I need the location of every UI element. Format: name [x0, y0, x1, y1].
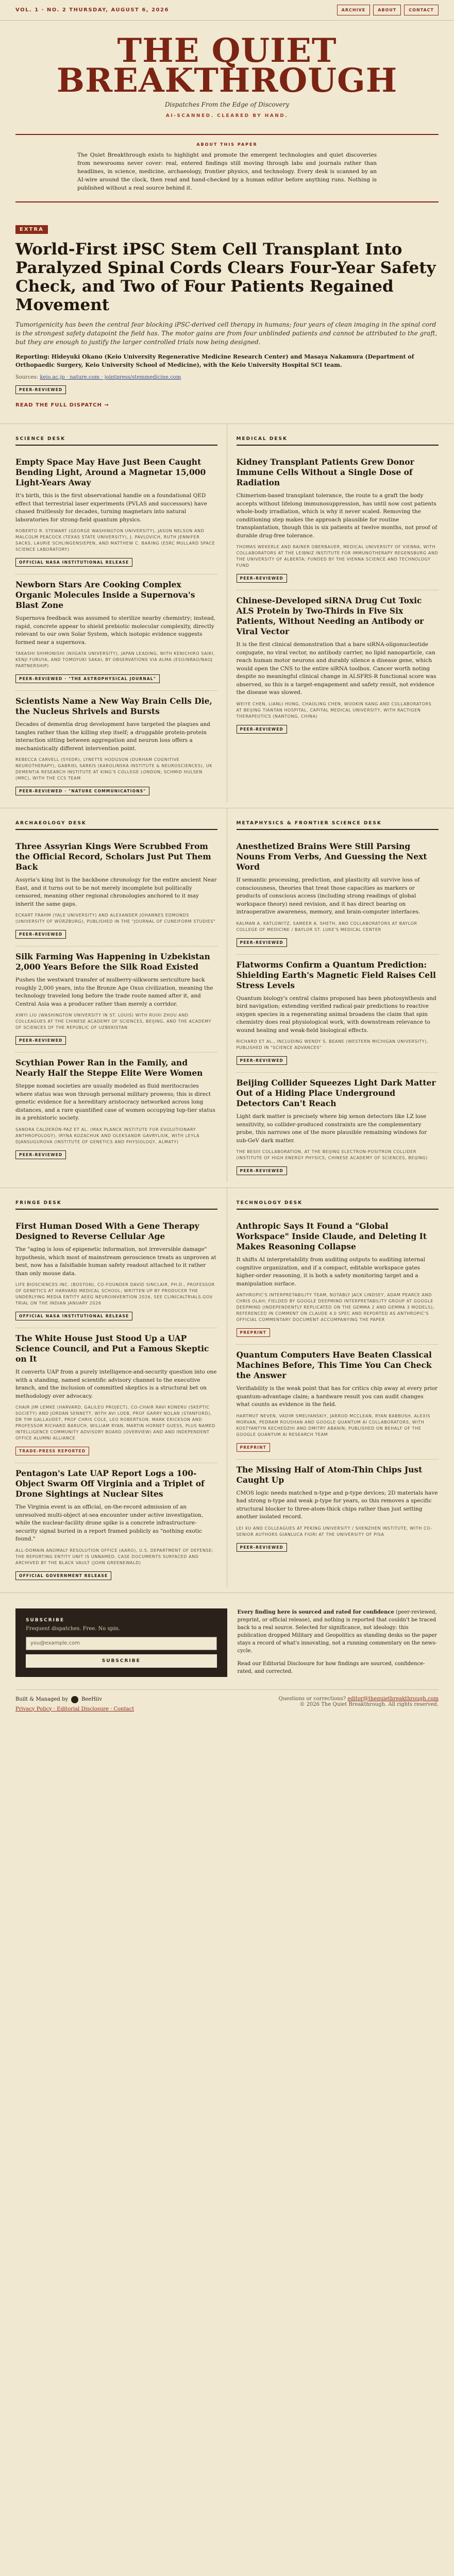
article [15, 1216, 217, 1328]
article-body: Steppe nomad societies are usually modeled as fluid meritocracies where status was won through personal military prowess; this is direct genetic evidence for a hereditary aristocracy networked across long distances, and a rare quantified case of women occupying top-tier status in a prehistoric society. [15, 1083, 215, 1121]
status-badge: PREPRINT [237, 1328, 270, 1337]
subscribe-text: Frequent dispatches. Free. No spin. [26, 1625, 120, 1632]
article-title[interactable]: Flatworms Confirm a Quantum Prediction: Shielding Earth's Magnetic Field Raises Cell Stress Levels [236, 959, 436, 990]
article-title[interactable]: Anesthetized Brains Were Still Parsing Nouns From Verbs, And Guessing the Next Word [236, 841, 427, 872]
footer-links [15, 1706, 134, 1712]
article-authors: HARTMUT NEVEN, VADIM SMELYANSKIY, JARROD MCCLEAN, RYAN BABBUSH, ALEXIS MORVAN, PEDRAM ROUSHAN AND GOOGLE QUANTUM AI COLLABORATORS, WITH KOSTYANTYN KECHEDZHI AND DMITRY ABANIN; PUBLISHED ON BEHALF OF THE GOOGLE QUANTUM AI RESEARCH TEAM [236, 1413, 431, 1437]
article [15, 836, 217, 946]
section-head: SCIENCE DESK [15, 436, 217, 446]
sources-links[interactable]: keio.ac.jp · nature.com · jointpress/stemmedicine.com [40, 375, 181, 380]
article-authors: THOMAS WEKERLE AND RAINER OBERBAUER, MEDICAL UNIVERSITY OF VIENNA, WITH COLLABORATORS AT THE LEIBNIZ INSTITUTE FOR IMMUNOTHERAPY REGENSBURG AND THE UNIVERSITY OF ALBERTA; FUNDED BY THE VIENNA SCIENCE AND TECHNOLOGY FUND [236, 545, 439, 568]
status-badge: PEER-REVIEWED [15, 1150, 66, 1159]
article [15, 691, 217, 803]
article-authors: KALMAN A. KATLOWITZ, SAMEER A. SHETH, AND COLLABORATORS AT BAYLOR COLLEGE OF MEDICINE / BAYLOR ST. LUKE'S MEDICAL CENTER [236, 921, 417, 932]
status-badge: PEER-REVIEWED · "THE ASTROPHYSICAL JOURNAL" [15, 674, 160, 683]
status-badge: PEER-REVIEWED [15, 1036, 66, 1045]
article [15, 452, 217, 574]
disclaimer [227, 1608, 439, 1677]
article-authors: ALL-DOMAIN ANOMALY RESOLUTION OFFICE (AARO), U.S. DEPARTMENT OF DEFENSE; THE REPORTING ENTITY UNIT IS UNNAMED, CASE DOCUMENTS SURFACED AND ARCHIVED BY THE BLACK VAULT (JOHN GREENEWALD) [15, 1548, 214, 1565]
article-body: It converts UAP from a purely intelligence-and-security question into one with a standing, named scientific advisory channel to the executive branch, and the inclusion of committed skeptics is a structural bet on methodology over advocacy. [15, 1369, 217, 1399]
masthead-title-line1: THE QUIET [117, 31, 337, 70]
contact-button[interactable]: CONTACT [404, 5, 439, 15]
copyright: © 2026 The Quiet Breakthrough. All rights reserved. [299, 1701, 439, 1707]
masthead-tagline: Dispatches From the Edge of Discovery [164, 101, 290, 108]
article-title[interactable]: Anthropic Says It Found a "Global Workspace" Inside Claude, and Deleting It Makes Reasoning Collapse [236, 1221, 427, 1251]
issue-info: VOL. 1 · NO. 2 THURSDAY, AUGUST 6, 2026 [15, 7, 169, 13]
article [15, 1463, 217, 1587]
article-authors: REBECCA CARVELL (SYEDR), LYNETTE HODGSON (DURHAM COGNITIVE NEUROTHERAPY), GABRIEL SARKIS (KAROLINSKA INSTITUTE & NEUROSCIENCES), UK DEMENTIA RESEARCH INSTITUTE AT KING'S COLLEGE LONDON; SCHMID HULSEN (MRC), WITH THE CCS TEAM [15, 757, 213, 781]
article-body: CMOS logic needs matched n-type and p-type devices; 2D materials have had strong n-type and weak p-type for years, so this removes a specific structural blocker to three-atom-thick chips rather than just setting another isolated record. [236, 1489, 438, 1520]
article [15, 1328, 217, 1463]
article-body: Light dark matter is precisely where big xenon detectors like LZ lose sensitivity, so collider-produced constraints are the complementary probe, this narrows one of the more plausible remaining windows for sub-GeV dark matter. [236, 1113, 427, 1144]
article-body: Decades of dementia drug development have targeted the plaques and tangles rather than the killing step itself; a druggable protein-protein interaction sitting between aggregation and neuron loss offers a mechanistically different intervention point. [15, 721, 211, 752]
section-head: METAPHYSICS & FRONTIER SCIENCE DESK [237, 821, 439, 830]
article-authors: ECKART FRAHM (YALE UNIVERSITY) AND ALEXANDER JOHANNES EDMONDS (UNIVERSITY OF WÜRZBURG), PUBLISHED IN THE "JOURNAL OF CUNEIFORM STUDIES" [15, 913, 216, 924]
status-badge: PEER-REVIEWED [237, 938, 287, 947]
subscribe-row [15, 1608, 439, 1677]
row-archaeology-frontier [0, 808, 454, 1188]
status-badge: PEER-REVIEWED · "NATURE COMMUNICATIONS" [15, 787, 149, 795]
beehiiv-logo-icon [71, 1696, 78, 1703]
status-badge: PEER-REVIEWED [237, 1056, 287, 1065]
footer-left [15, 1696, 134, 1712]
article-body: It's birth, this is the first observational handle on a foundational QED effect that terrestrial laser experiments (PVLAS and successors) have chased fruitlessly for decades, turning magnetars into natural laboratories for strong-field quantum physics. [15, 493, 207, 523]
article [237, 590, 439, 741]
subscribe-button[interactable]: SUBSCRIBE [26, 1654, 217, 1668]
section-head: FRINGE DESK [15, 1200, 217, 1210]
article [15, 574, 217, 691]
article-authors: RICHARD ET AL., INCLUDING WENDY S. BEANE (WESTERN MICHIGAN UNIVERSITY), PUBLISHED IN "SCIENCE ADVANCES" [236, 1039, 429, 1050]
disclaimer-bold: Every finding here is sourced and rated for confidence [237, 1609, 394, 1615]
about-heading: ABOUT THIS PAPER [196, 142, 258, 147]
about-button[interactable]: ABOUT [373, 5, 401, 15]
article-body: It shifts AI interpretability from auditing outputs to auditing internal cognitive organization, and if a compact, editable workspace gates higher-order reasoning, it is both a safety monitoring target and a manipulation surface. [236, 1257, 425, 1287]
article [237, 836, 439, 955]
article-title[interactable]: The Missing Half of Atom-Thin Chips Just Caught Up [236, 1464, 423, 1485]
article [237, 1345, 439, 1460]
article-title[interactable]: Pentagon's Late UAP Report Logs a 100-Object Swarm Off Virginia and a Triplet of Drone Sightings at Nuclear Sites [15, 1468, 205, 1499]
article-title[interactable]: Scythian Power Ran in the Family, and Nearly Half the Steppe Elite Were Women [15, 1058, 203, 1078]
article-body: Assyria's king list is the backbone chronology for the entire ancient Near East, and it turns out to be not merely incomplete but politically censored, meaning other regional chronologies anchored to it may inherit the same gaps. [15, 877, 217, 907]
article-title[interactable]: Empty Space May Have Just Been Caught Bending Light, Around a Magnetar 15,000 Light-Years Away [15, 457, 206, 487]
article-body: The Virginia event is an official, on-the-record admission of an unresolved multi-object at-sea encounter under active investigation, while the nuclear-facility drone spike is a concrete infrastructure-security signal buried in a report framed publicly as "nothing exotic found." [15, 1504, 204, 1542]
article [237, 1460, 439, 1559]
status-badge: OFFICIAL NASA INSTITUTIONAL RELEASE [15, 1312, 132, 1320]
masthead-motto: AI-SCANNED. CLEARED BY HAND. [165, 113, 289, 118]
subscribe-heading: SUBSCRIBE [26, 1617, 65, 1623]
article [237, 955, 439, 1073]
article-authors: CHAIR JIM LEMKE (HARVARD, GALILEO PROJECT), CO-CHAIR RAVI KONERU (SKEPTIC SOCIETY) AND JORDAN SENNETT, WITH AVI LOEB, PROF GARRY NOLAN (STANFORD), DR TIM GALLAUDET, PROF CHRIS COLE, LEO ROBERTSON, MARK ERICKSON AND PROFESSOR RICHARD BARUCH, WILLIAM RYAN, MARTIN HORNET GUESS, PLUS NAMED INTELLIGENCE COMMUNITY ADVISORY BOARD (OVERVIEW) AND AND INDEPENDENT OFFICE ALUMNI ALLIANCE [15, 1405, 215, 1440]
built-with [15, 1696, 134, 1703]
article-body: Quantum biology's central claims proposed has been photosynthesis and bird navigation; extending verified radical-pair predictions to reactive oxygen species in a regenerating animal broadens the claim that spin chemistry does real physiological work, with downstream relevance to wound healing and weak-field biological effects. [236, 995, 436, 1033]
built-label: Built & Managed by [15, 1697, 69, 1702]
footer [15, 1689, 439, 1712]
section-head: TECHNOLOGY DESK [237, 1200, 439, 1210]
article-title[interactable]: First Human Dosed With a Gene Therapy Designed to Reverse Cellular Age [15, 1221, 199, 1241]
article-authors: SANDRA CALDERÓN-PAZ ET AL. (MAX PLANCK INSTITUTE FOR EVOLUTIONARY ANTHROPOLOGY), IRYNA KOZACHUK AND OLEKSANDR GAVRYLIUK, WITH LEYLA DJANSUGUROVA (INSTITUTE OF GENETICS AND PHYSIOLOGY, ALMATY) [15, 1127, 200, 1144]
science-desk [15, 424, 227, 803]
article-title[interactable]: Silk Farming Was Happening in Uzbekistan 2,000 Years Before the Silk Road Existed [15, 952, 210, 972]
email-field[interactable]: you@example.com [26, 1637, 217, 1650]
section-head: MEDICAL DESK [237, 436, 439, 446]
article-body: It is the first clinical demonstration that a bare siRNA-oligonucleotide conjugate, no viral vector, no antibody carrier, no lipid nanoparticle, can reach human motor neurons and durably silence a disease gene, which would open the CNS to the entire siRNA toolbox. Cancer worth noting despite no meaningful clinical change in ALSFRS-R functional score was observed, so this is a target-engagement and safety result, not evidence the disease was slowed. [236, 641, 436, 696]
article-title[interactable]: The White House Just Stood Up a UAP Science Council, and Put a Famous Skeptic on It [15, 1333, 209, 1364]
status-badge: OFFICIAL NASA INSTITUTIONAL RELEASE [15, 558, 132, 567]
article [237, 452, 439, 590]
lead-sources [15, 375, 439, 380]
article-title[interactable]: Beijing Collider Squeezes Light Dark Matter Out of a Hiding Place Underground Detectors Can't Reach [236, 1078, 436, 1108]
article-body: Pushes the westward transfer of mulberry-silkworm sericulture back roughly 2,000 years, into the Bronze Age Oxus civilization, meaning the technology traveled long before the trade route named after it, and Central Asia was a producer rather than merely a corridor. [15, 977, 213, 1007]
disclaimer-body: (peer-reviewed, preprint, or official release), and nothing is reported that couldn't be traced back to a real source. Selected for significance, not ideology: this publication dropped Military and Geopolitics as standing desks so the paper stays a record of what's innovating, not a running commentary on the news-cycle. [237, 1609, 437, 1654]
technology-desk [227, 1188, 439, 1587]
lead-story [0, 202, 454, 424]
medical-desk [227, 424, 439, 803]
article-body: If semantic processing, prediction, and plasticity all survive loss of consciousness, theories that treat those capacities as markers or products of conscious access (including strong readings of global workspace theory) need revision, and it has direct bearing on intraoperative awareness, memory, and brain-computer interfaces. [236, 877, 421, 915]
status-badge: PEER-REVIEWED [15, 385, 66, 394]
section-head: ARCHAEOLOGY DESK [15, 821, 217, 830]
lead-dek: Tumorigenicity has been the central fear blocking iPSC-derived cell therapy in humans; four years of clean imaging in the spinal cord is the strongest safety datapoint the field has. The motor gains are from four unblinded patients and cannot be attributed to the graft, but they are enough to justify the larger controlled trials now being designed. [15, 321, 438, 346]
read-full-link[interactable]: READ THE FULL DISPATCH → [15, 402, 109, 408]
article-title[interactable]: Quantum Computers Have Beaten Classical Machines Before, This Time You Can Check the Answer [236, 1350, 432, 1380]
footer-questions [279, 1696, 439, 1702]
status-badge: PEER-REVIEWED [15, 930, 66, 939]
top-nav [337, 5, 439, 15]
article-authors: THE BESIII COLLABORATION, AT THE BEIJING ELECTRON-POSITRON COLLIDER (INSTITUTE OF HIGH ENERGY PHYSICS, CHINESE ACADEMY OF SCIENCES, BEIJING) [236, 1149, 428, 1160]
about-section [15, 134, 439, 202]
built-brand[interactable]: BeeHiiv [81, 1697, 102, 1702]
row-fringe-technology [0, 1188, 454, 1593]
row-science-medical [0, 424, 454, 808]
article-body: Verifiability is the weak point that has for critics chip away at every prior quantum-advantage claim; a hardware result you can audit changes what counts as evidence in the field. [236, 1385, 438, 1408]
lead-byline: Reporting: Hideyuki Okano (Keio University Regenerative Medicine Research Center) and Masaya Nakamura (Department of Orthopaedic Surgery, Keio University School of Medicine), with the Keio University Hospital SCI team. [15, 353, 414, 368]
article-authors: LIFE BIOSCIENCES INC. (BOSTON), CO-FOUNDER DAVID SINCLAIR, PH.D., PROFESSOR OF GENETICS AT HARVARD MEDICAL SCHOOL; WRITTEN UP BY PRODUCER THE UNDERLYING MEDIA ENTITY AEEG NEUROINVENTION 2026, SEE CLINICALTRIALS.GOV TRIAL ON THE INDIAN JANUARY 2026 [15, 1282, 215, 1306]
extra-badge: EXTRA [15, 225, 48, 234]
status-badge: PREPRINT [237, 1443, 270, 1452]
status-badge: PEER-REVIEWED [237, 1543, 287, 1552]
article-title[interactable]: Three Assyrian Kings Were Scrubbed From the Official Record, Scholars Just Put Them Back [15, 841, 211, 872]
article-authors: XINYI LIU (WASHINGTON UNIVERSITY IN ST. LOUIS) WITH RUIXI ZHOU AND COLLEAGUES AT THE CHINESE ACADEMY OF SCIENCES, BEIJING, AND THE ACADEMY OF SCIENCES OF THE REPUBLIC OF UZBEKISTAN [15, 1013, 212, 1030]
article-title[interactable]: Newborn Stars Are Cooking Complex Organic Molecules Inside a Supernova's Blast Zone [15, 580, 195, 610]
about-text: The Quiet Breakthrough exists to highlight and promote the emergent technologies and quiet discoveries from newsrooms never cover: real, entered findings still moving through labs and journals rather than headlines, in science, medicine, archaeology, frontier physics, and technology. Every desk is scanned by an AI-wire around the clock, then read and hand-checked by a human editor before anything runs. Nothing is published without a real source behind it. [77, 152, 377, 191]
article-authors: LEI XU AND COLLEAGUES AT PEKING UNIVERSITY / SHENZHEN INSTITUTE, WITH CO-SENIOR AUTHORS GIANLUCA FIORI AT THE UNIVERSITY OF PISA [236, 1526, 432, 1537]
subscribe-box [15, 1608, 227, 1677]
article [15, 1053, 217, 1166]
status-badge: PEER-REVIEWED [237, 725, 287, 734]
article-authors: ROBERTO R. STEWART (GEORGE WASHINGTON UNIVERSITY), JASON NELSON AND MALCOLM PEACOCK (TEXAS STATE UNIVERSITY), J. PAVLOVICH, RUTH JENNIFER SACKS, LAURIE SCHLINGENSIEPEN, AND MATTHEW C. BARING (ESRC MULLARD SPACE SCIENCE LABORATORY) [15, 529, 215, 552]
status-badge: PEER-REVIEWED [237, 574, 287, 583]
lead-headline[interactable]: World-First iPSC Stem Cell Transplant Into Paralyzed Spinal Cords Clears Four-Year Safety Check, and Two of Four Patients Regained Movement [15, 240, 436, 314]
article [237, 1216, 439, 1345]
article-title[interactable]: Scientists Name a New Way Brain Cells Die, the Nucleus Shrivels and Bursts [15, 696, 212, 716]
article-title[interactable]: Kidney Transplant Patients Grew Donor Immune Cells Without a Single Dose of Radiation [236, 457, 414, 487]
top-bar [0, 0, 454, 21]
frontier-desk [227, 808, 439, 1182]
archaeology-desk [15, 808, 227, 1182]
article-title[interactable]: Chinese-Developed siRNA Drug Cut Toxic ALS Protein by Two-Thirds in Five Six Patients, Without Needing an Antibody or Viral Vector [236, 596, 424, 636]
sources-label: Sources: [15, 375, 39, 380]
status-badge: PEER-REVIEWED [237, 1166, 287, 1175]
masthead-title-line2: BREAKTHROUGH [56, 61, 398, 100]
disclaimer-note: Read our Editorial Disclosure for how findings are sourced, confidence-rated, and corrected. [237, 1660, 425, 1674]
article-body: Supernova feedback was assumed to sterilize nearby chemistry; instead, rapid, concrete appear to shield prebiotic molecular complexity, directly relevant to our own Solar System, which isotopic evidence suggests formed near a supernova. [15, 615, 216, 646]
disclaimer-text [238, 1608, 439, 1655]
article [15, 946, 217, 1053]
status-badge: OFFICIAL GOVERNMENT RELEASE [15, 1571, 111, 1580]
article-body: The "aging is loss of epigenetic information, not irreversible damage" hypothesis, which most of mainstream geroscience treats as unproven at best, now has a falsifiable human safety readout attached to it rather than only mouse data. [15, 1246, 216, 1277]
masthead [0, 21, 454, 126]
article [237, 1073, 439, 1182]
archive-button[interactable]: ARCHIVE [337, 5, 371, 15]
footer-right [279, 1696, 439, 1707]
article-authors: TAKASHI SHIMONISHI (NIIGATA UNIVERSITY), JAPAN LEADING, WITH KENICHIRO SAIKI, KENJI FURUYA, AND TOMOYUKI SAKAI, BY OBSERVATIONS VIA ALMA (ESO/NRAO/NAOJ PARTNERSHIP) [15, 651, 215, 668]
fringe-desk [15, 1188, 227, 1587]
masthead-title [0, 31, 454, 100]
editor-email-link[interactable]: editor@thequietbreakthrough.com [347, 1696, 439, 1702]
article-authors: WEIYE CHEN, LIANLI HONG, CHAOLING CHEN, WOOKIN KANG AND COLLABORATORS AT BEIJING TIANTAN HOSPITAL, CAPITAL MEDICAL UNIVERSITY, WITH RACTIGEN THERAPEUTICS (NANTONG, CHINA) [236, 701, 432, 719]
footer-links-text[interactable]: Privacy Policy · Editorial Disclosure · Contact [15, 1706, 134, 1712]
questions-label: Questions or corrections? [278, 1696, 346, 1702]
article-authors: ANTHROPIC'S INTERPRETABILITY TEAM, NOTABLY JACK LINDSEY, ADAM PEARCE AND CHRIS OLAH; FIELDED BY GOOGLE DEEPMIND INTERPRETABILITY GROUP AT GOOGLE DEEPMIND (INDEPENDENTLY REPLICATED ON THE GEMMA 2 AND GEMMA 3 MODELS); REFERENCED IN COMMENT ON CLAUDE 4.0 SPEC AND REPORTED AS ANTHROPIC'S OFFICIAL COMMENTARY DOCUMENT ACCOMPANYING THE PAPER [236, 1293, 434, 1322]
article-body: Chimerism-based transplant tolerance, the route to a graft the body accepts without lifelong immunosuppression, has until now cost patients whole-body irradiation, which is why it never scaled. Removing the conditioning step makes the approach plausible for routine transplantation, though this is six patients at twelve months, not proof of durable drug-free tolerance. [236, 493, 438, 539]
status-badge: TRADE-PRESS REPORTED [15, 1447, 89, 1455]
